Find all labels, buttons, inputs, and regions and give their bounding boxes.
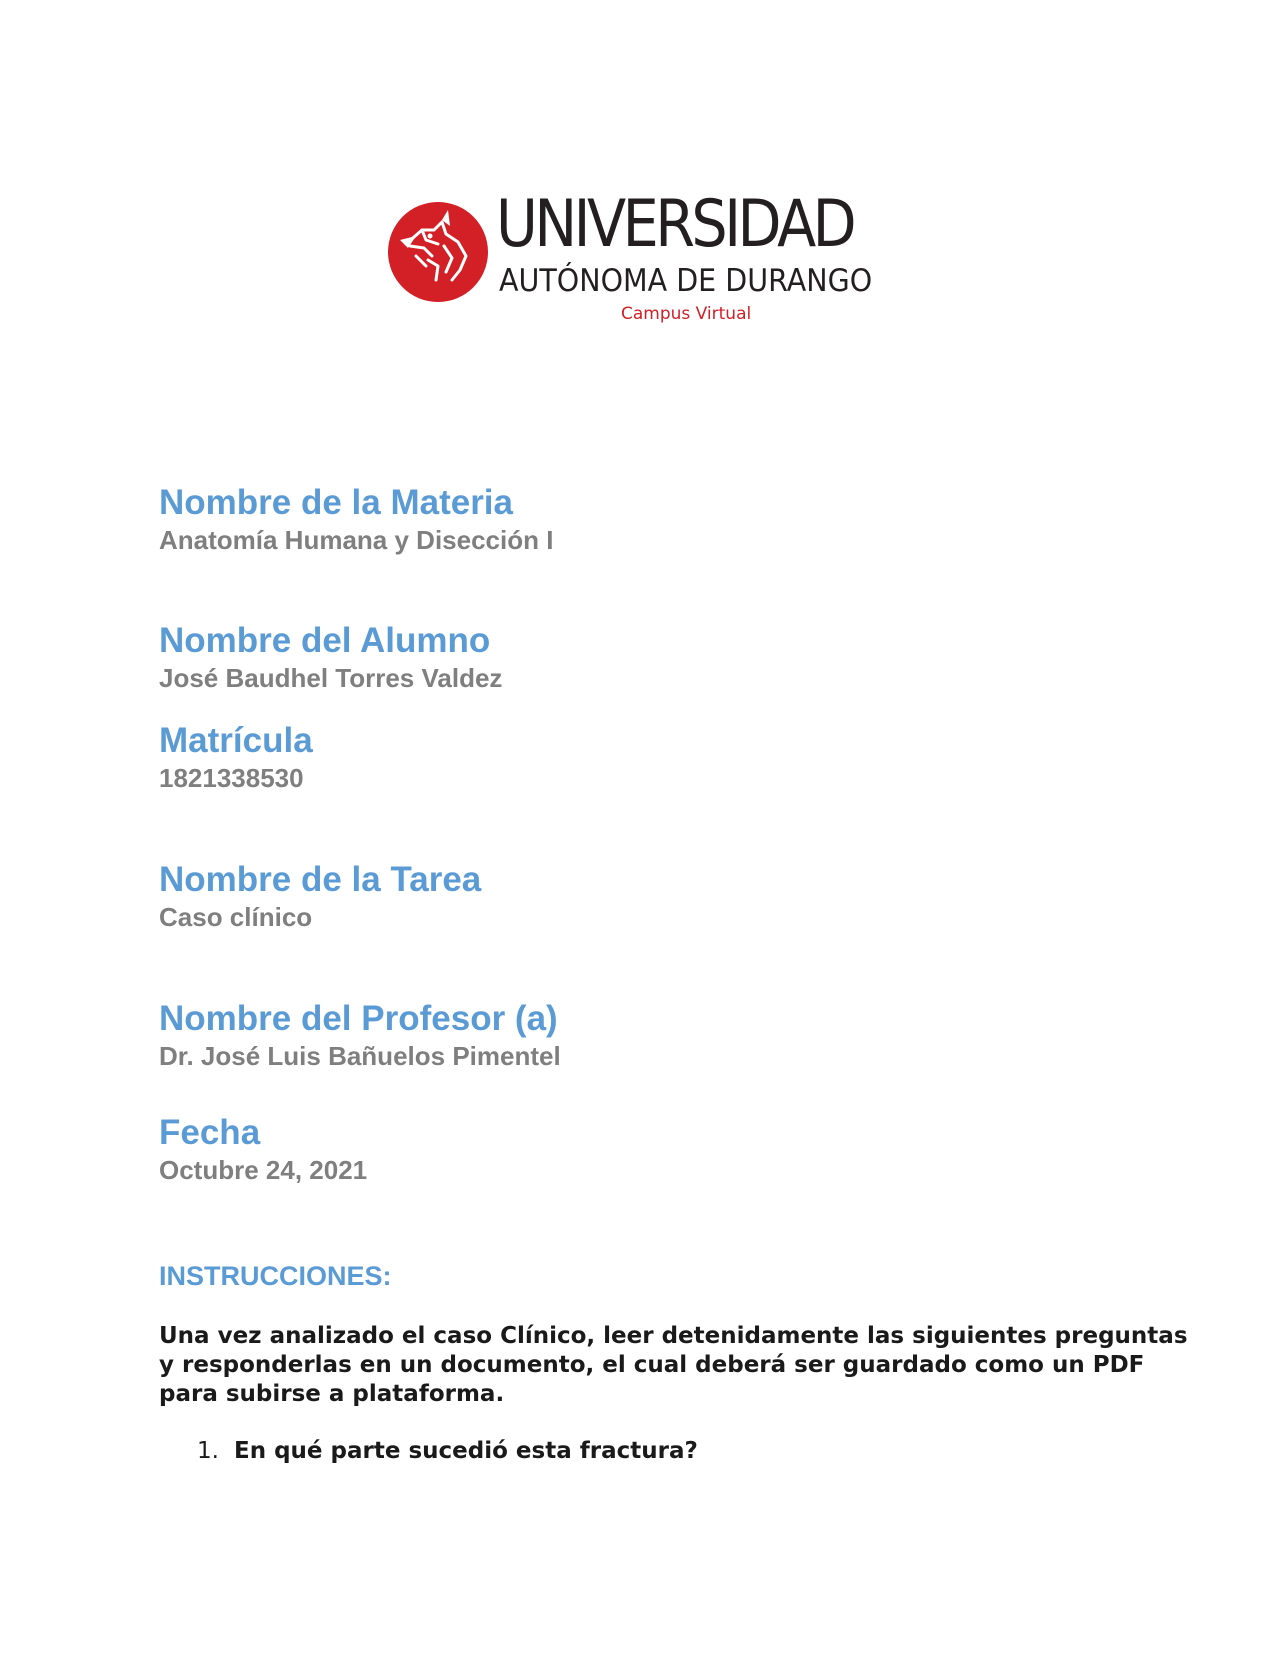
tarea-label: Nombre de la Tarea <box>159 860 482 899</box>
materia-label: Nombre de la Materia <box>159 483 513 522</box>
field-materia <box>159 485 553 553</box>
question-number: 1. <box>197 1438 219 1464</box>
instructions-heading: INSTRUCCIONES: <box>159 1261 392 1291</box>
logo-campus: Campus Virtual <box>621 304 752 324</box>
fecha-label: Fecha <box>159 1113 261 1152</box>
alumno-value: José Baudhel Torres Valdez <box>159 663 503 693</box>
university-logo <box>386 187 906 326</box>
logo-title: UNIVERSIDAD <box>496 187 854 262</box>
field-alumno <box>159 623 502 691</box>
question-text: En qué parte sucedió esta fractura? <box>234 1438 698 1464</box>
logo-subtitle: AUTÓNOMA DE DURANGO <box>499 263 873 299</box>
wolf-emblem-icon <box>386 200 490 304</box>
profesor-value: Dr. José Luis Bañuelos Pimentel <box>159 1041 561 1071</box>
alumno-label: Nombre del Alumno <box>159 621 491 660</box>
matricula-value: 1821338530 <box>159 763 304 793</box>
fecha-value: Octubre 24, 2021 <box>159 1155 368 1185</box>
field-matricula <box>159 723 313 791</box>
field-profesor <box>159 1001 561 1069</box>
materia-value: Anatomía Humana y Disección I <box>159 525 554 555</box>
matricula-label: Matrícula <box>159 721 313 760</box>
field-fecha <box>159 1115 367 1183</box>
field-tarea <box>159 862 481 930</box>
profesor-label: Nombre del Profesor (a) <box>159 999 558 1038</box>
instructions-body: Una vez analizado el caso Clínico, leer detenidamente las siguientes preguntas y responderlas en un documento, el cual deberá ser guardado como un PDF para subirse a plataforma. <box>159 1323 1188 1407</box>
tarea-value: Caso clínico <box>159 902 313 932</box>
